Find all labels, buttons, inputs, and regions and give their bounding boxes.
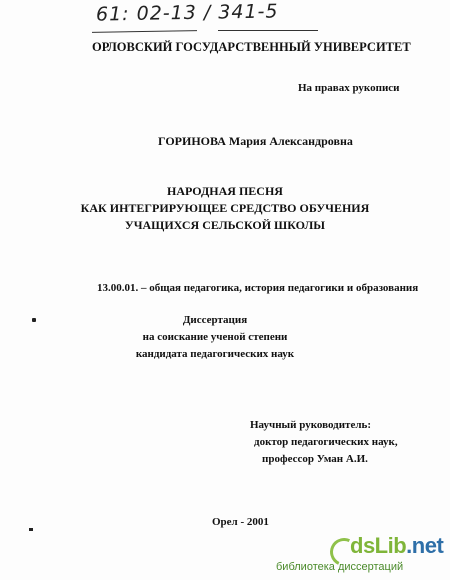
dissertation-title [0, 183, 450, 234]
supervisor-line: доктор педагогических наук, [254, 436, 398, 448]
watermark [276, 533, 446, 577]
specialty-code: 13.00.01. – общая педагогика, история педагогики и образования [97, 282, 419, 294]
watermark-logo [350, 533, 443, 559]
degree-line: Диссертация [182, 314, 248, 326]
rights-note: На правах рукописи [298, 82, 400, 94]
handwritten-catalog-code: 61: 02-13 / 341-5 [95, 0, 279, 26]
scan-speck [29, 528, 33, 531]
supervisor-line: Научный руководитель: [250, 419, 371, 431]
degree-line: кандидата педагогических наук [135, 348, 295, 360]
scan-speck [32, 318, 36, 322]
watermark-subtitle: библиотека диссертаций [276, 561, 404, 573]
handwritten-underline [92, 30, 197, 33]
dissertation-degree-block [0, 312, 430, 363]
degree-line: на соискание ученой степени [142, 331, 288, 343]
title-line: УЧАЩИХСЯ СЕЛЬСКОЙ ШКОЛЫ [124, 218, 326, 232]
city-year: Орел - 2001 [212, 516, 269, 528]
title-line: НАРОДНАЯ ПЕСНЯ [167, 184, 283, 198]
watermark-logo-part2: .net [406, 533, 444, 558]
title-line: КАК ИНТЕГРИРУЮЩЕЕ СРЕДСТВО ОБУЧЕНИЯ [80, 201, 370, 215]
handwritten-underline [218, 30, 318, 31]
author-name: ГОРИНОВА Мария Александровна [158, 134, 353, 148]
university-name: ОРЛОВСКИЙ ГОСУДАРСТВЕННЫЙ УНИВЕРСИТЕТ [92, 40, 411, 54]
watermark-logo-part1: dsLib [350, 533, 407, 558]
supervisor-line: профессор Уман А.И. [262, 453, 368, 465]
supervisor-block [250, 417, 398, 468]
